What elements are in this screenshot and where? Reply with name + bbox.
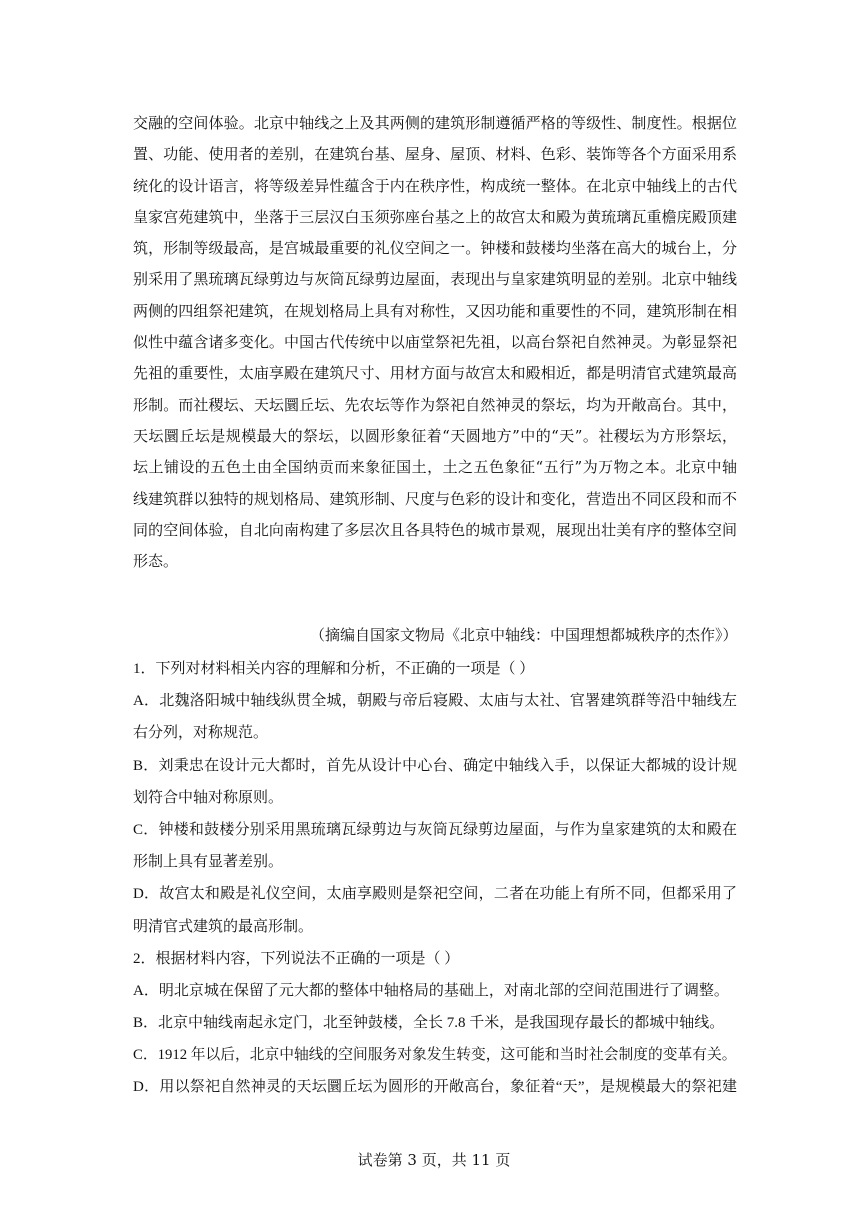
passage-line: 同的空间体验，自北向南构建了多层次且各具特色的城市景观，展现出壮美有序的整体空间 (133, 520, 737, 539)
option-d-line: D．故宫太和殿是礼仪空间，太庙享殿则是祭祀空间，二者在功能上有所不同，但都采用了 (133, 886, 737, 903)
passage-line: 交融的空间体验。北京中轴线之上及其两侧的建筑形制遵循严格的等级性、制度性。根据位 (133, 114, 737, 132)
passage-source: （摘编自国家文物局《北京中轴线：中国理想都城秩序的杰作》） (310, 626, 738, 644)
passage-line: 置、功能、使用者的差别，在建筑台基、屋身、屋顶、材料、色彩、装饰等各个方面采用系 (133, 145, 737, 164)
passage-line: 坛上铺设的五色土由全国纳贡而来象征国土，土之五色象征“五行”为万物之本。北京中轴 (133, 458, 737, 477)
question-stem-2: 2．根据材料内容，下列说法不正确的一项是（ ） (133, 950, 460, 967)
passage-line: 似性中蕴含诸多变化。中国古代传统中以庙堂祭祀先祖，以高台祭祀自然神灵。为彰显祭祀 (133, 333, 737, 352)
option-d-line: D．用以祭祀自然神灵的天坛圜丘坛为圆形的开敞高台，象征着“天”，是规模最大的祭祀建 (133, 1079, 737, 1096)
option-b-line: B．刘秉忠在设计元大都时，首先从设计中心台、确定中轴线入手，以保证大都城的设计规 (133, 757, 737, 774)
passage-line: 形态。 (133, 552, 179, 571)
passage-line: 筑，形制等级最高，是宫城最重要的礼仪空间之一。钟楼和鼓楼均坐落在高大的城台上，分 (133, 239, 737, 258)
option-a-line: 右分列，对称规范。 (133, 725, 269, 742)
passage-line: 两侧的四组祭祀建筑，在规划格局上具有对称性，又因功能和重要性的不同，建筑形制在相 (133, 301, 737, 320)
passage-line: 形制。而社稷坛、天坛圜丘坛、先农坛等作为祭祀自然神灵的祭坛，均为开敞高台。其中， (133, 395, 737, 414)
option-a-line: A．明北京城在保留了元大都的整体中轴格局的基础上，对南北部的空间范围进行了调整。 (133, 982, 729, 999)
passage-line: 别采用了黑琉璃瓦绿剪边与灰筒瓦绿剪边屋面，表现出与皇家建筑明显的差别。北京中轴线 (133, 270, 737, 289)
option-c-line: 形制上具有显著差别。 (133, 854, 284, 871)
page-footer: 试卷第 3 页，共 11 页 (357, 1151, 511, 1169)
option-d-line: 明清官式建筑的最高形制。 (133, 918, 314, 935)
passage-line: 线建筑群以独特的规划格局、建筑形制、尺度与色彩的设计和变化，营造出不同区段和而不 (133, 489, 737, 508)
option-c-line: C．钟楼和鼓楼分别采用黑琉璃瓦绿剪边与灰筒瓦绿剪边屋面，与作为皇家建筑的太和殿在 (133, 821, 737, 838)
question-list (133, 653, 737, 1104)
option-a-line: A．北魏洛阳城中轴线纵贯全城，朝殿与帝后寝殿、太庙与太社、官署建筑群等沿中轴线左 (133, 693, 737, 710)
option-b-line: 划符合中轴对称原则。 (133, 789, 284, 806)
option-c-line: C．1912 年以后，北京中轴线的空间服务对象发生转变，这可能和当时社会制度的变革有关。 (133, 1047, 737, 1064)
passage-line: 皇家宫苑建筑中，坐落于三层汉白玉须弥座台基之上的故宫太和殿为黄琉璃瓦重檐庑殿顶建 (133, 207, 737, 226)
question-stem-1: 1．下列对材料相关内容的理解和分析，不正确的一项是（ ） (133, 661, 535, 677)
passage-line: 先祖的重要性，太庙享殿在建筑尺寸、用材方面与故宫太和殿相近，都是明清官式建筑最高 (133, 364, 737, 383)
passage-line: 天坛圜丘坛是规模最大的祭坛，以圆形象征着“天圆地方”中的“天”。社稷坛为方形祭坛， (133, 426, 737, 445)
reading-passage (133, 108, 737, 577)
passage-line: 统化的设计语言，将等级差异性蕴含于内在秩序性，构成统一整体。在北京中轴线上的古代 (133, 176, 737, 195)
option-b-line: B．北京中轴线南起永定门，北至钟鼓楼，全长 7.8 千米，是我国现存最长的都城中轴线。 (133, 1015, 725, 1032)
